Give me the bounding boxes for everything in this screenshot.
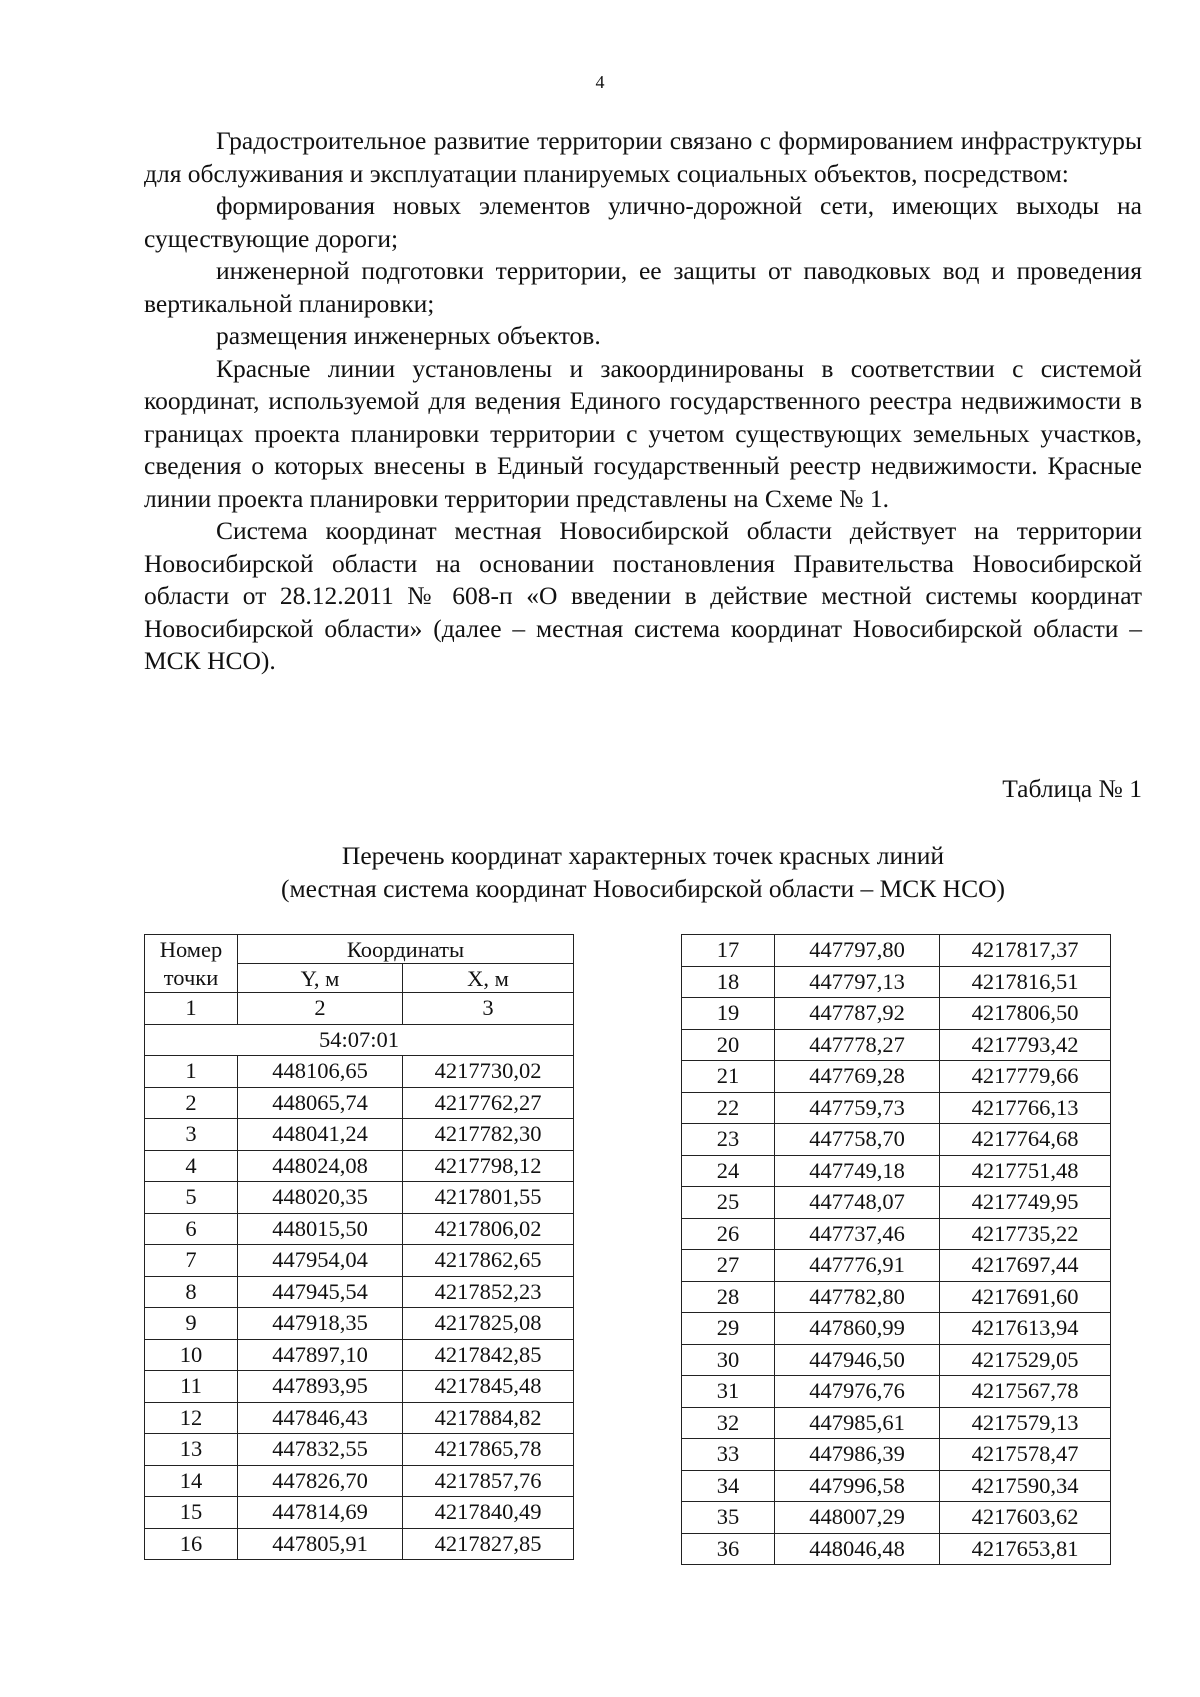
- table-row: [682, 1470, 1111, 1502]
- table-row: [682, 1439, 1111, 1471]
- table-row: [682, 1155, 1111, 1187]
- point-number-cell: 6: [145, 1213, 238, 1245]
- y-coordinate-cell: 447918,35: [238, 1308, 403, 1340]
- paragraph: размещения инженерных объектов.: [216, 321, 601, 350]
- x-coordinate-cell: 4217613,94: [940, 1313, 1111, 1345]
- point-number-cell: 18: [682, 966, 775, 998]
- table-row: [145, 1150, 574, 1182]
- table-section-row: [145, 1024, 574, 1056]
- table-row: [682, 1376, 1111, 1408]
- table-row: [145, 1434, 574, 1466]
- y-coordinate-cell: 447737,46: [775, 1218, 940, 1250]
- header-coordinates: Координаты: [238, 935, 574, 964]
- table-row: [145, 1213, 574, 1245]
- table-row: [145, 1308, 574, 1340]
- table-row: [682, 966, 1111, 998]
- point-number-cell: 8: [145, 1276, 238, 1308]
- x-coordinate-cell: 4217603,62: [940, 1502, 1111, 1534]
- x-coordinate-cell: 4217735,22: [940, 1218, 1111, 1250]
- y-coordinate-cell: 447832,55: [238, 1434, 403, 1466]
- table-row: [682, 1218, 1111, 1250]
- table-row: [145, 1245, 574, 1277]
- point-number-cell: 27: [682, 1250, 775, 1282]
- table-row: [682, 1313, 1111, 1345]
- x-coordinate-cell: 4217691,60: [940, 1281, 1111, 1313]
- point-number-cell: 23: [682, 1124, 775, 1156]
- y-coordinate-cell: 448106,65: [238, 1056, 403, 1088]
- point-number-cell: 13: [145, 1434, 238, 1466]
- column-number: 1: [145, 993, 238, 1025]
- point-number-cell: 3: [145, 1119, 238, 1151]
- x-coordinate-cell: 4217827,85: [403, 1528, 574, 1560]
- table-column-numbers-row: [145, 993, 574, 1025]
- point-number-cell: 11: [145, 1371, 238, 1403]
- point-number-cell: 28: [682, 1281, 775, 1313]
- x-coordinate-cell: 4217816,51: [940, 966, 1111, 998]
- x-coordinate-cell: 4217793,42: [940, 1029, 1111, 1061]
- table-row: [682, 998, 1111, 1030]
- column-number: 3: [403, 993, 574, 1025]
- x-coordinate-cell: 4217730,02: [403, 1056, 574, 1088]
- point-number-cell: 4: [145, 1150, 238, 1182]
- y-coordinate-cell: 448065,74: [238, 1087, 403, 1119]
- table-row: [145, 1465, 574, 1497]
- x-coordinate-cell: 4217529,05: [940, 1344, 1111, 1376]
- x-coordinate-cell: 4217852,23: [403, 1276, 574, 1308]
- y-coordinate-cell: 447782,80: [775, 1281, 940, 1313]
- x-coordinate-cell: 4217840,49: [403, 1497, 574, 1529]
- y-coordinate-cell: 448046,48: [775, 1533, 940, 1565]
- point-number-cell: 15: [145, 1497, 238, 1529]
- x-coordinate-cell: 4217751,48: [940, 1155, 1111, 1187]
- y-coordinate-cell: 447976,76: [775, 1376, 940, 1408]
- x-coordinate-cell: 4217798,12: [403, 1150, 574, 1182]
- y-coordinate-cell: 447787,92: [775, 998, 940, 1030]
- table-row: [682, 1187, 1111, 1219]
- x-coordinate-cell: 4217590,34: [940, 1470, 1111, 1502]
- table-row: [145, 1276, 574, 1308]
- point-number-cell: 16: [145, 1528, 238, 1560]
- table-row: [145, 1371, 574, 1403]
- table-row: [682, 1533, 1111, 1565]
- column-number: 2: [238, 993, 403, 1025]
- point-number-cell: 7: [145, 1245, 238, 1277]
- y-coordinate-cell: 447748,07: [775, 1187, 940, 1219]
- point-number-cell: 10: [145, 1339, 238, 1371]
- section-label: 54:07:01: [145, 1024, 574, 1056]
- table-row: [682, 1092, 1111, 1124]
- point-number-cell: 5: [145, 1182, 238, 1214]
- x-coordinate-cell: 4217806,02: [403, 1213, 574, 1245]
- header-point-number-line1: Номер: [159, 936, 223, 962]
- page-number: 4: [595, 72, 605, 92]
- y-coordinate-cell: 447945,54: [238, 1276, 403, 1308]
- x-coordinate-cell: 4217865,78: [403, 1434, 574, 1466]
- table-title-line: Перечень координат характерных точек красных линий: [341, 841, 945, 870]
- y-coordinate-cell: 447759,73: [775, 1092, 940, 1124]
- coordinates-table-left: [144, 934, 574, 1560]
- point-number-cell: 14: [145, 1465, 238, 1497]
- table-caption: Таблица № 1: [1002, 774, 1142, 803]
- y-coordinate-cell: 447946,50: [775, 1344, 940, 1376]
- x-coordinate-cell: 4217567,78: [940, 1376, 1111, 1408]
- table-row: [145, 1056, 574, 1088]
- point-number-cell: 36: [682, 1533, 775, 1565]
- table-row: [682, 1061, 1111, 1093]
- table-row: [145, 1402, 574, 1434]
- x-coordinate-cell: 4217884,82: [403, 1402, 574, 1434]
- y-coordinate-cell: 447776,91: [775, 1250, 940, 1282]
- x-coordinate-cell: 4217862,65: [403, 1245, 574, 1277]
- point-number-cell: 9: [145, 1308, 238, 1340]
- point-number-cell: 2: [145, 1087, 238, 1119]
- header-point-number: [145, 935, 238, 993]
- table-row: [682, 1124, 1111, 1156]
- point-number-cell: 32: [682, 1407, 775, 1439]
- x-coordinate-cell: 4217845,48: [403, 1371, 574, 1403]
- table-title-line: (местная система координат Новосибирской области – МСК НСО): [280, 873, 1006, 903]
- point-number-cell: 24: [682, 1155, 775, 1187]
- table-row: [682, 1250, 1111, 1282]
- header-point-number-line2: точки: [163, 964, 219, 990]
- x-coordinate-cell: 4217806,50: [940, 998, 1111, 1030]
- x-coordinate-cell: 4217766,13: [940, 1092, 1111, 1124]
- x-coordinate-cell: 4217801,55: [403, 1182, 574, 1214]
- header-x: X, м: [403, 964, 574, 993]
- point-number-cell: 17: [682, 935, 775, 967]
- table-row: [682, 1029, 1111, 1061]
- point-number-cell: 12: [145, 1402, 238, 1434]
- y-coordinate-cell: 447797,80: [775, 935, 940, 967]
- x-coordinate-cell: 4217764,68: [940, 1124, 1111, 1156]
- point-number-cell: 21: [682, 1061, 775, 1093]
- table-row: [682, 1344, 1111, 1376]
- table-row: [145, 1497, 574, 1529]
- y-coordinate-cell: 448041,24: [238, 1119, 403, 1151]
- point-number-cell: 1: [145, 1056, 238, 1088]
- y-coordinate-cell: 447778,27: [775, 1029, 940, 1061]
- table-row: [145, 1339, 574, 1371]
- x-coordinate-cell: 4217653,81: [940, 1533, 1111, 1565]
- point-number-cell: 25: [682, 1187, 775, 1219]
- x-coordinate-cell: 4217749,95: [940, 1187, 1111, 1219]
- x-coordinate-cell: 4217779,66: [940, 1061, 1111, 1093]
- x-coordinate-cell: 4217825,08: [403, 1308, 574, 1340]
- x-coordinate-cell: 4217817,37: [940, 935, 1111, 967]
- y-coordinate-cell: 447758,70: [775, 1124, 940, 1156]
- table-row: [145, 1087, 574, 1119]
- x-coordinate-cell: 4217579,13: [940, 1407, 1111, 1439]
- x-coordinate-cell: 4217578,47: [940, 1439, 1111, 1471]
- y-coordinate-cell: 448007,29: [775, 1502, 940, 1534]
- x-coordinate-cell: 4217857,76: [403, 1465, 574, 1497]
- y-coordinate-cell: 447749,18: [775, 1155, 940, 1187]
- y-coordinate-cell: 447805,91: [238, 1528, 403, 1560]
- table-row: [682, 1407, 1111, 1439]
- paragraph: Красные линии установлены и закоординированы в соответствии с системой координат, используемой для ведения Единого государственного реестра недвижимости в границах проекта планировки территории с учетом существующих земельных участков, сведения о которых внесены в Единый государственный реестр недвижимости. Красные линии проекта планировки территории представлены на Схеме № 1.: [144, 353, 1142, 513]
- body-text: [144, 125, 1142, 678]
- y-coordinate-cell: 447893,95: [238, 1371, 403, 1403]
- x-coordinate-cell: 4217697,44: [940, 1250, 1111, 1282]
- y-coordinate-cell: 447797,13: [775, 966, 940, 998]
- table-row: [145, 1119, 574, 1151]
- y-coordinate-cell: 447954,04: [238, 1245, 403, 1277]
- y-coordinate-cell: 447814,69: [238, 1497, 403, 1529]
- point-number-cell: 30: [682, 1344, 775, 1376]
- point-number-cell: 20: [682, 1029, 775, 1061]
- table-row: [145, 1182, 574, 1214]
- point-number-cell: 22: [682, 1092, 775, 1124]
- y-coordinate-cell: 447986,39: [775, 1439, 940, 1471]
- point-number-cell: 31: [682, 1376, 775, 1408]
- y-coordinate-cell: 448015,50: [238, 1213, 403, 1245]
- table-row: [682, 1502, 1111, 1534]
- y-coordinate-cell: 447985,61: [775, 1407, 940, 1439]
- header-y: Y, м: [238, 964, 403, 993]
- point-number-cell: 19: [682, 998, 775, 1030]
- point-number-cell: 35: [682, 1502, 775, 1534]
- coordinates-table-right: [681, 934, 1111, 1565]
- paragraph: Градостроительное развитие территории связано с формированием инфраструктуры для обслуживания и эксплуатации планируемых социальных объектов, посредством:: [144, 126, 1142, 188]
- y-coordinate-cell: 448024,08: [238, 1150, 403, 1182]
- point-number-cell: 33: [682, 1439, 775, 1471]
- y-coordinate-cell: 447897,10: [238, 1339, 403, 1371]
- table-title: [144, 840, 1142, 905]
- y-coordinate-cell: 447996,58: [775, 1470, 940, 1502]
- y-coordinate-cell: 447826,70: [238, 1465, 403, 1497]
- paragraph: инженерной подготовки территории, ее защиты от паводковых вод и проведения вертикальной планировки;: [144, 256, 1142, 318]
- y-coordinate-cell: 447860,99: [775, 1313, 940, 1345]
- paragraph: формирования новых элементов улично-дорожной сети, имеющих выходы на существующие дороги;: [144, 191, 1142, 253]
- x-coordinate-cell: 4217842,85: [403, 1339, 574, 1371]
- point-number-cell: 34: [682, 1470, 775, 1502]
- y-coordinate-cell: 447769,28: [775, 1061, 940, 1093]
- table-header-row: [145, 935, 574, 964]
- paragraph: Система координат местная Новосибирской области действует на территории Новосибирской области на основании постановления Правительства Новосибирской области от 28.12.2011 № 608-п «О введении в действие местной системы координат Новосибирской области» (далее – местная система координат Новосибирской области – МСК НСО).: [144, 516, 1142, 675]
- y-coordinate-cell: 448020,35: [238, 1182, 403, 1214]
- point-number-cell: 26: [682, 1218, 775, 1250]
- point-number-cell: 29: [682, 1313, 775, 1345]
- table-row: [145, 1528, 574, 1560]
- x-coordinate-cell: 4217762,27: [403, 1087, 574, 1119]
- x-coordinate-cell: 4217782,30: [403, 1119, 574, 1151]
- table-row: [682, 1281, 1111, 1313]
- table-row: [682, 935, 1111, 967]
- y-coordinate-cell: 447846,43: [238, 1402, 403, 1434]
